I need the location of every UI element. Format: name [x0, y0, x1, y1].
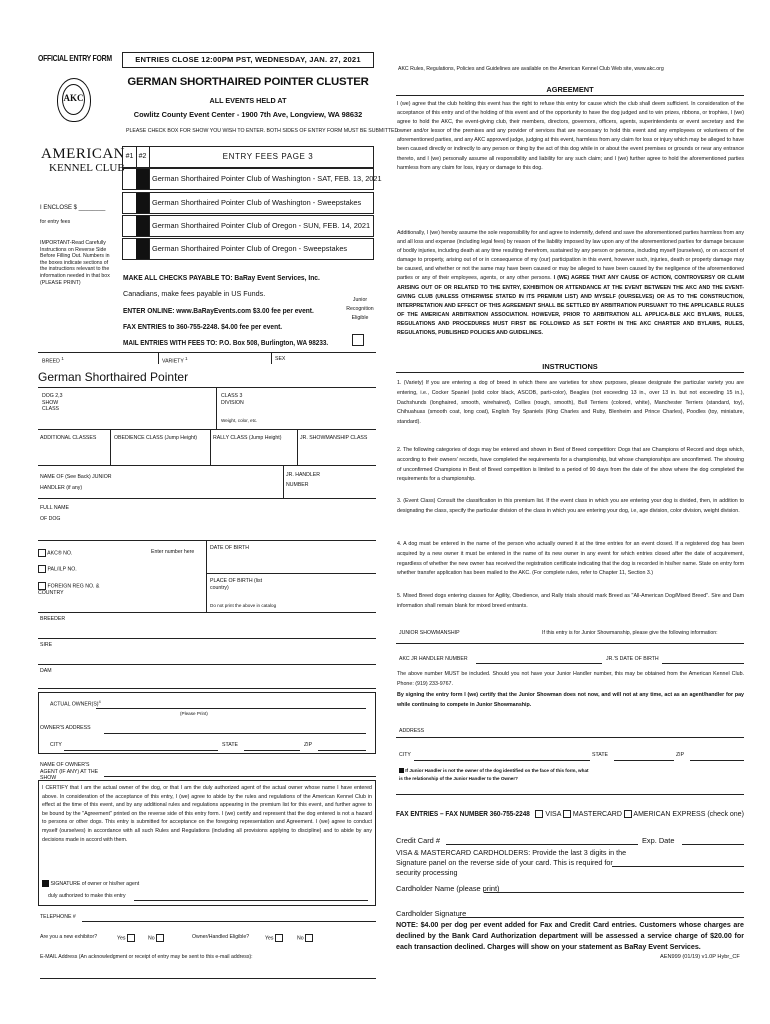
no-checkbox[interactable]	[156, 934, 164, 942]
foreign-reg-label: FOREIGN REG NO. & COUNTRY	[38, 583, 100, 596]
fax-entries-row	[396, 810, 744, 818]
fee-row-gspco-sweeps[interactable]	[122, 238, 374, 260]
junior-showmanship-label: JUNIOR SHOWMANSHIP	[399, 630, 460, 636]
note-text: NOTE: $4.00 per dog per event added for Fax and Credit Card entries. Customers whose charges are declined by the Bank Card Authorization department will be assessed a service charge of $20.00 for each transaction declined. Charges will show on your statement as BaRay Event Services.	[396, 921, 744, 952]
no-checkbox[interactable]	[305, 934, 313, 942]
agreement-p2-bold: I (WE) AGREE THAT ANY CAUSE OF ACTION, CONTROVERSY OR CLAIM ARISING OUT OF OR RELATED TO THE ENTRY, EXHIBITION OR ATTENDANCE AT THE EVENT BETWEEN THE AKC AND THE EVENT-GIVING CLUB (UNLESS OTHERWISE STATED IN ITS PREMIUM LIST) AND MYSELF (OURSELVES) OR AS TO THE CONSTRUCTION, INTERPRETATION AND EFFECT OF THIS AGREEMENT SHALL BE SETTLED BY ARBITRATION PURSUANT TO THE APPLICABLE RULES OF THE AMERICAN ARBITRATION ASSOCIATION. HOWEVER, PRIOR TO ARBITRATION ALL APPLICA-BLE AKC BYLAWS, RULES, REGULATIONS AND PROCEDURES MUST FIRST BE FOLLOWED AS SET FORTH IN THE AKC CHARTER AND BYLAWS, RULES, REGULATIONS, PUBLISHED POLICIES AND GUIDELINES.	[397, 275, 744, 337]
owner-city-label: CITY	[50, 742, 62, 748]
agreement-p2	[397, 229, 744, 338]
jr-city-label: CITY	[399, 752, 411, 758]
variety-label-text: VARIETY	[162, 358, 184, 365]
fee-checkbox-2	[136, 216, 150, 236]
form-code: AEN999 (01/19) v1.0P Hybr_CF	[660, 954, 740, 960]
place-of-birth-label: PLACE OF BIRTH (list country)	[210, 578, 263, 591]
new-exhibitor-label: Are you a new exhibitor?	[40, 934, 98, 940]
no-label: No	[148, 935, 155, 942]
fax-entries: FAX ENTRIES to 360-755-2248. $4.00 fee per event.	[123, 322, 283, 331]
fee-col1-header: #1	[123, 147, 137, 167]
jr-relationship-note	[399, 767, 589, 783]
obedience-class-label: OBEDIENCE CLASS (Jump Height)	[114, 435, 198, 441]
fee-row-gspcw-sweeps[interactable]	[122, 192, 374, 214]
please-check-instructions: PLEASE CHECK BOX FOR SHOW YOU WISH TO ENTER. BOTH SIDES OF ENTRY FORM MUST BE SUBMITTED	[126, 128, 399, 134]
canadians-note: Canadians, make fees payable in US Funds.	[123, 289, 266, 298]
akc-no-row[interactable]	[38, 549, 72, 557]
junior-handler-name-label: NAME OF (See Back) JUNIOR HANDLER (if any)	[40, 474, 112, 491]
telephone-label: TELEPHONE #	[40, 914, 76, 920]
agreement-p1: I (we) agree that the club holding this event has the right to refuse this entry for cause which the club shall deem sufficient. In consideration of the acceptance of this entry and of the holding of this event and of the opportunity to have the dog judged and to win prizes, ribbons, or trophies, I (we) agree to hold the AKC, the event-giving club, their members, directors, governors, officers, agents, superintendents or event secretary and the owner and/or lessor of the premises and any provider of services that are necessary to hold this event and any employees or volunteers of the aforementioned parties, and any AKC approved judge, judging at this event, harmless from any claim for loss or injury which may be alleged to have been caused directly or indirectly to any person or thing by the act of this dog while in or about the event premises or grounds or near any entrance thereto, and I (we) personally assume all responsibility and liability for any such claim; and I (we) further agree to hold the aforementioned parties harmless from any claim for loss, injury or damage to this dog.	[397, 101, 744, 171]
instruction-3: 3. (Event Class) Consult the classification in this premium list. If the event class in which you are entering your dog is divided, then, in addition to designating the class, specify the particular division of the class in which you are entering your dog, i.e, age division, color division, weight division.	[397, 498, 744, 514]
above-number-note: The above number MUST be included. Should you not have your Junior Handler number, this may be obtained from the American Kennel Club. Phone: (919) 233-9767.	[397, 671, 744, 687]
jr-relationship-marker	[399, 768, 404, 773]
instruction-1: 1. (Variety) If you are entering a dog of breed in which there are varieties for show purposes, please designate the particular variety you are entering, i.e., Cocker Spaniel (solid color black, ASCOB, parti-color), Beagles (not exceeding 13 in., over 13 in. but not exceeding 15 in.), Dachshunds (longhaired, smooth, wirehaired), Collies (rough, smooth), Bull Terriers (colored, white), Manchester Terriers (standard, toy), Chihuahuas (smooth coat, long coat), English Toy Spaniels (King Charles and Ruby, Blenheim and Prince Charles), Poodles (toy, miniature, standard).	[397, 380, 744, 426]
owner-handled-label: Owner/Handled Eligible?	[192, 934, 250, 940]
mastercard-label: MASTERCARD	[572, 810, 622, 818]
signature-owner-label	[42, 880, 139, 887]
by-signing-note: By signing the entry form I (we) certify that the Junior Showman does not now, and will not at any time, act as an agent/handler for pay while continuing to compete in Junior Showmanship.	[397, 692, 744, 708]
all-events-held-at: ALL EVENTS HELD AT	[209, 96, 287, 105]
junior-recognition-label: Junior Recognition Eligible	[346, 297, 374, 321]
full-name-of-dog-label: FULL NAME OF DOG	[40, 505, 69, 522]
mastercard-checkbox[interactable]	[563, 810, 571, 818]
signature-owner-text: SIGNATURE of owner or his/her agent	[50, 880, 140, 887]
i-enclose-label: I ENCLOSE $ ________	[40, 205, 106, 211]
akc-no-checkbox[interactable]	[38, 549, 46, 557]
no-label: No	[297, 935, 304, 942]
fee-row-label: German Shorthaired Pointer Club of Washington - SAT, FEB. 13, 2021	[152, 174, 382, 183]
breed-value[interactable]: German Shorthaired Pointer	[38, 370, 189, 384]
foreign-reg-checkbox[interactable]	[38, 582, 46, 590]
cluster-title: GERMAN SHORTHAIRED POINTER CLUSTER	[127, 76, 369, 88]
amex-label: AMERICAN EXPRESS (check one)	[633, 810, 744, 818]
breeder-label: BREEDER	[40, 616, 66, 622]
owner-state-label: STATE	[222, 742, 238, 748]
venue-address: Cowlitz County Event Center - 1900 7th Ave, Longview, WA 98632	[133, 110, 363, 119]
cardholder-name-label: Cardholder Name (please print)	[396, 884, 500, 893]
foreign-reg-row[interactable]	[38, 582, 118, 597]
instruction-5: 5. Mixed Breed dogs entering classes for Agility, Obedience, and Rally trials should mark Breed as "All-American Dog/Mixed Breed". Sire and Dam information shall remain blank for mixed breed entrants.	[397, 593, 744, 609]
credit-card-label: Credit Card #	[396, 836, 440, 845]
important-note: IMPORTANT-Read Carefully Instructions on Reverse Side Before Filling Out. Numbers in the boxes indicate sections of the instructions relevant to the information needed in that box (PLEASE PRINT)	[40, 240, 110, 286]
fee-checkbox-2	[136, 193, 150, 213]
checks-payable: MAKE ALL CHECKS PAYABLE TO: BaRay Event Services, Inc.	[123, 273, 320, 282]
owner-handled-no[interactable]	[297, 934, 313, 942]
official-entry-form-label: OFFICIAL ENTRY FORM	[38, 53, 112, 63]
akc-logo-kennel-club: KENNEL CLUB	[49, 162, 125, 174]
owner-handled-yes[interactable]	[265, 934, 283, 942]
akc-jr-handler-number-label: AKC JR HANDLER NUMBER	[399, 656, 468, 662]
signature-marker	[42, 880, 49, 887]
visa-checkbox[interactable]	[535, 810, 543, 818]
jr-state-label: STATE	[592, 752, 608, 758]
enter-number-here: Enter number here	[151, 549, 195, 555]
amex-checkbox[interactable]	[624, 810, 632, 818]
pal-ilp-row[interactable]	[38, 565, 77, 573]
actual-owners-label: ACTUAL $OWNER(S)^4$	[50, 699, 101, 708]
fee-row-gspco-sun[interactable]	[122, 215, 374, 237]
fee-row-label: German Shorthaired Pointer Club of Washington - Sweepstakes	[152, 198, 362, 207]
visa-mc-note: VISA & MASTERCARD CARDHOLDERS: Provide the last 3 digits in the Signature panel on the reverse side of your card. This is required for security processing	[396, 848, 627, 878]
entry-fees-heading: ENTRY FEES PAGE 3	[222, 152, 314, 161]
for-entry-fees-label: for entry fees	[40, 219, 71, 225]
dog-show-class-label: DOG 2,3 SHOW CLASS	[42, 393, 63, 413]
agreement-p2-text: Additionally, I (we) hereby assume the sole responsibility for and agree to indemnify, defend and save the aforementioned parties harmless from any and all loss and expense (including legal fees) by reason of the liability imposed by law upon any of the aforementioned parties for damage because of bodily injuries, including death at any time resulting therefrom, sustained by any person or persons, including myself (ourselves), or on account of damage to property, arising out of or in consequence of my (our) participation in this event, however such, injuries, death or property damage may be caused, and whether or not the same may have been caused or may be alleged to have been caused by the negligence of the aforementioned parties or any of their employees, agents, or any other persons.	[397, 230, 744, 282]
entries-close-banner: ENTRIES CLOSE 12:00PM PST, WEDNESDAY, JAN. 27, 2021	[122, 52, 374, 68]
akc-no-label: AKC® NO.	[47, 550, 73, 557]
mail-entries: MAIL ENTRIES WITH FEES TO: P.O. Box 508, Burlington, WA 98233.	[123, 338, 329, 347]
certify-text: I CERTIFY that I am the actual owner of the dog, or that I am the duly authorized agent of the actual owner whose name I have entered above. In consideration of the acceptance of this entry, I (we) agree to abide by the rules and regulations of the American Kennel Club in effect at the time of this event, and by any additional rules and regulations appearing in the premium list for this event, and further agree to be bound by the "Agreement" printed on the reverse side of this entry form. I (we) certify and represent that the dog entered is not a hazard to persons or other dogs. This entry is submitted for acceptance on the foregoing representation and Agreement. I (we) agree to conduct myself (ourselves) in accordance with all such Rules and Regulations (including all provisions applying to discipline) and to abide by any decisions made in accord with them.	[42, 785, 372, 843]
additional-classes-label: ADDITIONAL CLASSES	[40, 435, 97, 441]
breed-num: 1	[61, 356, 64, 361]
yes-label: Yes	[117, 935, 126, 942]
class-division-label: CLASS 3 DIVISION	[221, 393, 244, 406]
fee-checkbox-2	[136, 239, 150, 259]
instruction-4: 4. A dog must be entered in the name of the person who actually owned it at the time entries for an event closed. If a registered dog has been acquired by a new owner it must be entered in the name of its new owner in any event for which entries closed after the date of acquirement, regardless of whether the new owner has received the registration certificate indicating that the dog is recorded in his/her name. State on entry form whether transfer application has been mailed to the AKC. (For complete rules, refer to Chapter 11, Section 3.)	[397, 541, 744, 577]
owners-agent-label: NAME OF OWNER'S AGENT (IF ANY) AT THE SHOW	[40, 762, 99, 782]
jrs-date-of-birth-label: JR.'S DATE OF BIRTH	[606, 656, 659, 662]
exp-date-label: Exp. Date	[642, 836, 675, 845]
junior-showmanship-note: If this entry is for Junior Showmanship, please give the following information:	[542, 630, 718, 636]
jr-zip-label: ZIP	[676, 752, 685, 758]
variety-label	[162, 356, 188, 365]
do-not-print-note: Do not print the above in catalog	[210, 603, 277, 608]
sex-label: SEX	[275, 356, 286, 362]
agreement-title: AGREEMENT	[546, 85, 594, 94]
breed-label-text: BREED	[42, 358, 60, 365]
fee-checkbox-1[interactable]	[123, 216, 137, 236]
breed-label	[42, 356, 64, 365]
visa-label: VISA	[545, 810, 561, 818]
new-exhibitor-no[interactable]	[148, 934, 164, 942]
pal-ilp-checkbox[interactable]	[38, 565, 46, 573]
please-print-label: (Please Print)	[180, 711, 208, 716]
junior-recognition-checkbox[interactable]	[352, 334, 364, 346]
yes-checkbox[interactable]	[127, 934, 135, 942]
fee-row-gspcw-sat[interactable]	[122, 168, 382, 190]
date-of-birth-label: DATE OF BIRTH	[210, 545, 250, 551]
dam-label: DAM	[40, 668, 52, 674]
email-address-label: E-MAIL Address (An acknowledgment or receipt of entry may be sent to this e-mail address):	[40, 954, 253, 960]
fee-row-label: German Shorthaired Pointer Club of Oregon - SUN, FEB. 14, 2021	[152, 221, 371, 230]
fee-col2-header: #2	[136, 147, 150, 167]
owner-zip-label: ZIP	[304, 742, 313, 748]
actual-owners-text: ACTUAL OWNER(S)	[50, 701, 99, 708]
rally-class-label: RALLY CLASS (Jump Height)	[213, 435, 282, 441]
yes-checkbox[interactable]	[275, 934, 283, 942]
fee-checkbox-1[interactable]	[123, 239, 137, 259]
sire-label: SIRE	[40, 642, 53, 648]
fee-checkbox-1[interactable]	[123, 193, 137, 213]
jr-address-label: ADDRESS	[399, 728, 425, 734]
fee-table-header	[122, 146, 374, 168]
akc-logo-american: AMERICAN	[41, 146, 126, 162]
instruction-2: 2. The following categories of dogs may be entered and shown in Best of Breed competition: Dogs that are Champions of Record and dogs which, according to their owners' records, have completed the requirements for a championship, but whose championships are unconfirmed. The showing of unconfirmed Champions in Best of Breed competition is limited to a period of 90 days from the date of the show where the dog completed the requirements for a championship.	[397, 447, 744, 483]
fee-checkbox-1[interactable]	[123, 169, 137, 189]
weight-color-label: Weight, color, etc.	[221, 418, 258, 423]
duly-authorized-label: duly authorized to make this entry	[48, 893, 126, 899]
instructions-title: INSTRUCTIONS	[542, 362, 598, 371]
fax-entries-label: FAX ENTRIES – FAX NUMBER 360-755-2248	[396, 810, 530, 818]
jr-handler-number-label: JR. HANDLER NUMBER	[286, 472, 321, 488]
jr-relationship-text: If Junior Handler is not the owner of the dog identified on the face of this form, what is the relationship of the Junior Handler to the Owner?	[399, 768, 589, 781]
new-exhibitor-yes[interactable]	[117, 934, 135, 942]
akc-seal-logo	[57, 78, 91, 122]
yes-label: Yes	[265, 935, 274, 942]
enter-online: ENTER ONLINE: www.BaRayEvents.com $3.00 fee per event.	[123, 306, 314, 315]
pal-ilp-label: PAL/ILP NO.	[47, 566, 77, 573]
akc-seal-text: AKC	[63, 93, 84, 103]
fee-checkbox-2	[136, 169, 150, 189]
variety-num: 1	[185, 356, 188, 361]
cardholder-signature-label: Cardholder Signature	[396, 909, 467, 918]
akc-rules-note: AKC Rules, Regulations, Policies and Guidelines are available on the American Kennel Club Web site, www.akc.org	[398, 66, 664, 72]
fee-row-label: German Shorthaired Pointer Club of Oregon - Sweepstakes	[152, 244, 348, 253]
jr-showmanship-class-label: JR. SHOWMANSHIP CLASS	[300, 435, 368, 441]
owners-address-label: OWNER'S ADDRESS	[40, 725, 91, 731]
